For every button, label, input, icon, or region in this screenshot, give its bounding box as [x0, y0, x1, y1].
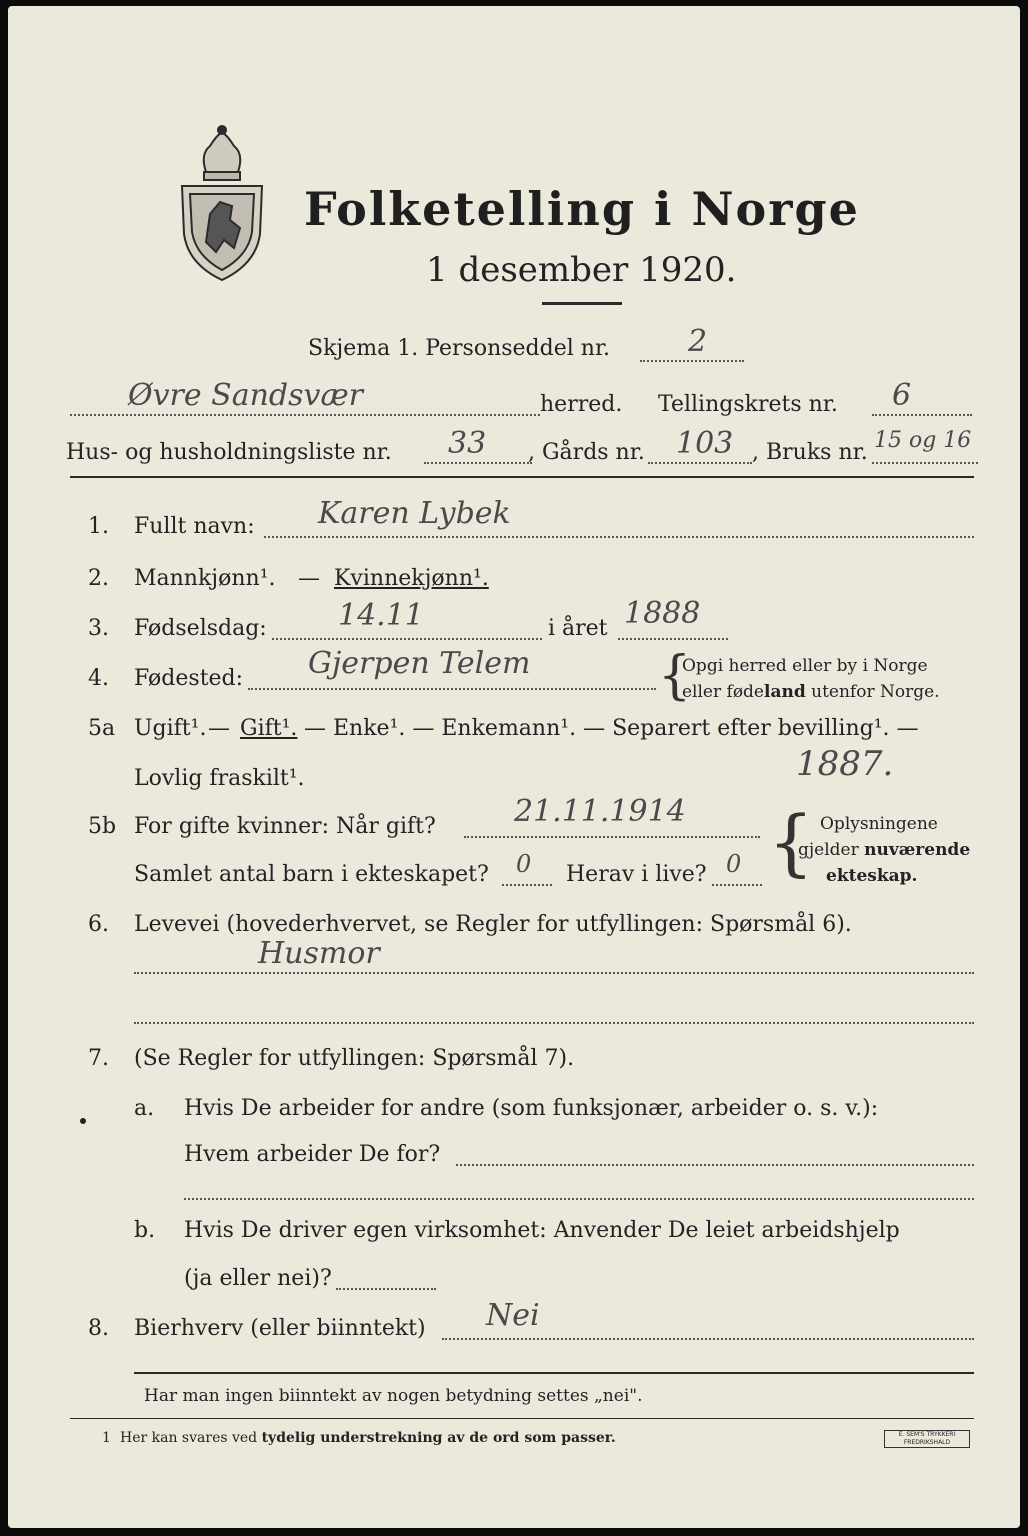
- gards-nr-field[interactable]: 103: [676, 426, 734, 461]
- marital-other-options[interactable]: — Enke¹. — Enkemann¹. — Separert efter bevilling¹. —: [304, 716, 919, 741]
- census-form: Folketelling i Norge 1 desember 1920. Skjema 1. Personseddel nr. 2 Øvre Sandsvær herred. Tellingskrets nr. 6 Hus- og husholdningsliste nr. 33 , Gårds nr. 103 , Bruks nr. 15 og 16 1. Fullt navn: Karen Lybek 2. Mannkjønn¹. — Kvinnekjønn¹. 3. Fødselsdag: 14.11 i året 1888 4. Fødested: Gjerpen Telem { Opgi herred eller by i Norge eller fødeland utenfor Norge. 5a Ugift¹. — Gift¹. — Enke¹. — Enkemann¹. — Separert efter bevilling¹. — Lovlig fraskilt¹. 1887. 5b For gifte kvinner: Når gift? 21.11.1914 Samlet antal barn i ekteskapet? 0 Herav i live? 0 { Oplysningene gjelder nuværende ekteskap. 6. Levevei (hovederhvervet, se Regler for utfyllingen: Spørsmål 6). Husmor 7. (Se Regler for utfyllingen: Spørsmål 7). a. Hvis De arbeider for andre (som funksjonær, arbeider o. s. v.): Hvem arbeider De for? b. Hvis De driver egen virksomhet: Anvender De leiet arbeidshjelp (ja eller nei)? 8. Bierhverv (eller biinntekt) Nei Har man ingen biinntekt av nogen betydning settes „nei". 1 Her kan svares ved tydelig understrekning av de ord som passer. E. SEM'S TRYKKERI FREDRIKSHALD: [8, 6, 1020, 1528]
- q4-note-line2: eller fødeland utenfor Norge.: [682, 682, 940, 702]
- q4-number: 4.: [88, 666, 109, 691]
- year-label: i året: [548, 616, 608, 641]
- q7-number: 7.: [88, 1046, 109, 1071]
- birth-year-field[interactable]: 1888: [624, 596, 701, 631]
- q7a-text: Hvis De arbeider for andre (som funksjonær, arbeider o. s. v.):: [184, 1096, 879, 1121]
- q5b-note-line2: gjelder nuværende: [798, 840, 971, 860]
- q8-rule: [134, 1372, 974, 1374]
- herred-field[interactable]: Øvre Sandsvær: [128, 378, 364, 413]
- full-name-field[interactable]: Karen Lybek: [318, 496, 511, 531]
- q5a-number: 5a: [88, 716, 116, 741]
- q7b-text: Hvis De driver egen virksomhet: Anvender De leiet arbeidshjelp: [184, 1218, 900, 1243]
- schema-label: Skjema 1. Personseddel nr.: [308, 336, 611, 361]
- gender-male-option[interactable]: Mannkjønn¹.: [134, 566, 276, 591]
- q4-label: Fødested:: [134, 666, 244, 691]
- occupation-field[interactable]: Husmor: [258, 936, 380, 971]
- q5b-number: 5b: [88, 814, 117, 839]
- q8-label: Bierhverv (eller biinntekt): [134, 1316, 426, 1341]
- coat-of-arms-icon: [176, 124, 268, 284]
- census-date: 1 desember 1920.: [426, 250, 737, 290]
- q6-label: Levevei (hovederhvervet, se Regler for utfyllingen: Spørsmål 6).: [134, 912, 852, 937]
- hired-help-field[interactable]: [336, 1288, 436, 1290]
- children-label: Samlet antal barn i ekteskapet?: [134, 862, 489, 887]
- household-label: Hus- og husholdningsliste nr.: [66, 440, 392, 465]
- q7b-number: b.: [134, 1218, 156, 1243]
- marital-fraskilt-option[interactable]: Lovlig fraskilt¹.: [134, 766, 305, 791]
- q8-number: 8.: [88, 1316, 109, 1341]
- gards-label: , Gårds nr.: [528, 440, 645, 465]
- footnote-text: Her kan svares ved tydelig understrekning av de ord som passer.: [120, 1430, 616, 1446]
- alive-label: Herav i live?: [566, 862, 707, 887]
- q1-label: Fullt navn:: [134, 514, 255, 539]
- form-title: Folketelling i Norge: [304, 182, 860, 236]
- margin-mark: [80, 1118, 86, 1124]
- printer-stamp: E. SEM'S TRYKKERI FREDRIKSHALD: [884, 1430, 970, 1448]
- marital-gift-option[interactable]: Gift¹.: [240, 716, 298, 741]
- marital-note: 1887.: [796, 744, 894, 784]
- q7-label: (Se Regler for utfyllingen: Spørsmål 7).: [134, 1046, 575, 1071]
- tellingskrets-label: Tellingskrets nr.: [658, 392, 838, 417]
- q5b-note-line3: ekteskap.: [826, 866, 918, 886]
- q3-label: Fødselsdag:: [134, 616, 267, 641]
- marital-separator: —: [208, 716, 230, 741]
- q7b-question: (ja eller nei)?: [184, 1266, 332, 1291]
- q5b-label: For gifte kvinner: Når gift?: [134, 814, 436, 839]
- q7a-number: a.: [134, 1096, 155, 1121]
- household-nr-field[interactable]: 33: [448, 426, 487, 461]
- header-rule: [70, 476, 974, 478]
- occupation-extra-line[interactable]: [134, 1022, 974, 1024]
- footnote-number: 1: [102, 1430, 111, 1446]
- employer-extra-line[interactable]: [184, 1198, 974, 1200]
- tellingskrets-field[interactable]: 6: [892, 378, 912, 413]
- q8-note: Har man ingen biinntekt av nogen betydning settes „nei".: [144, 1386, 643, 1406]
- herred-label: herred.: [540, 392, 623, 417]
- employer-field[interactable]: [456, 1164, 974, 1166]
- q5b-note-line1: Oplysningene: [820, 814, 938, 834]
- bruks-label: , Bruks nr.: [752, 440, 868, 465]
- q2-number: 2.: [88, 566, 109, 591]
- q4-note-line1: Opgi herred eller by i Norge: [682, 656, 928, 676]
- bruks-nr-field[interactable]: 15 og 16: [874, 428, 972, 453]
- side-income-field[interactable]: Nei: [486, 1298, 540, 1333]
- title-divider: [542, 302, 622, 305]
- marriage-date-field[interactable]: 21.11.1914: [514, 794, 686, 829]
- children-field[interactable]: 0: [516, 850, 532, 878]
- footnote-rule: [70, 1418, 974, 1419]
- alive-field[interactable]: 0: [726, 850, 742, 878]
- q3-number: 3.: [88, 616, 109, 641]
- personseddel-nr-field[interactable]: 2: [688, 324, 708, 359]
- gender-dash: —: [298, 566, 320, 591]
- marital-ugift-option[interactable]: Ugift¹.: [134, 716, 207, 741]
- q7a-question: Hvem arbeider De for?: [184, 1142, 441, 1167]
- q6-number: 6.: [88, 912, 109, 937]
- gender-female-option[interactable]: Kvinnekjønn¹.: [334, 566, 489, 591]
- birthplace-field[interactable]: Gjerpen Telem: [308, 646, 531, 681]
- q1-number: 1.: [88, 514, 109, 539]
- birthdate-field[interactable]: 14.11: [338, 598, 424, 633]
